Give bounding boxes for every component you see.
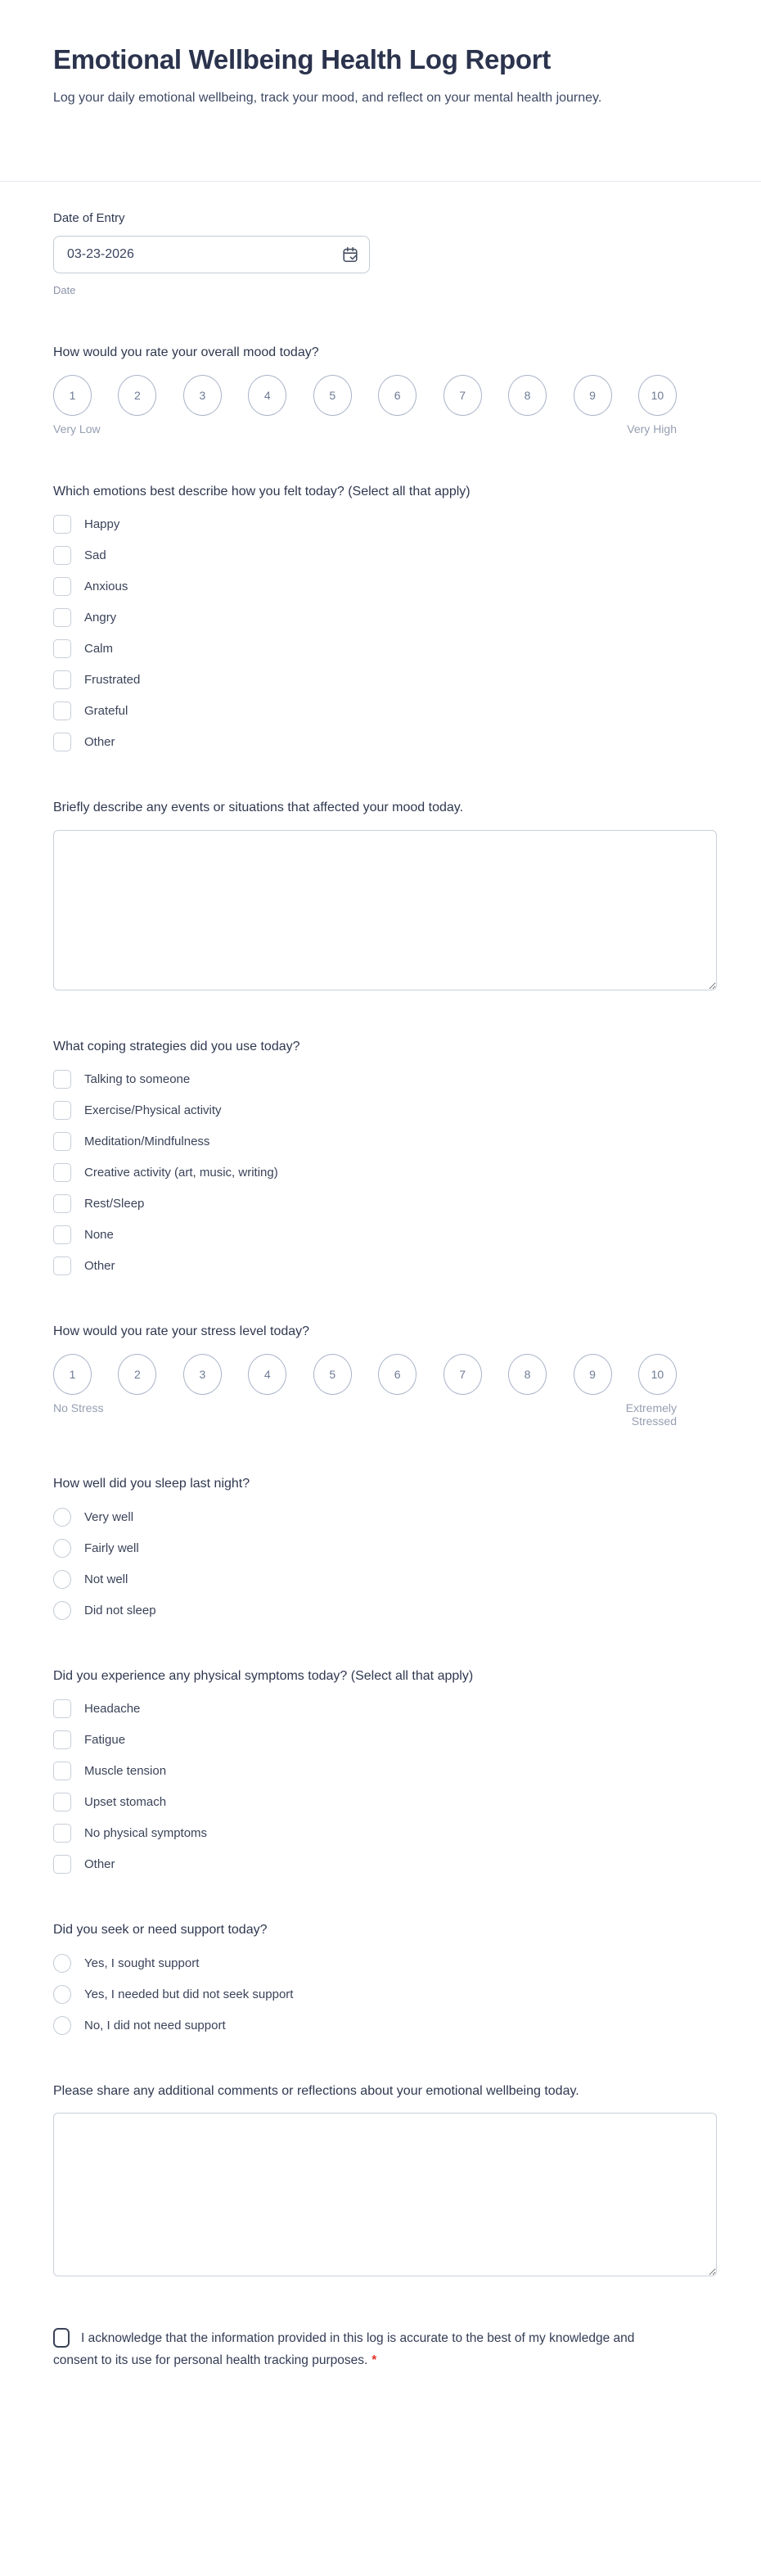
- symptom-option-muscle-tension[interactable]: [53, 1762, 708, 1780]
- option-label[interactable]: Other: [84, 735, 115, 750]
- emotion-option-sad[interactable]: [53, 546, 708, 565]
- sleep-options: [53, 1508, 708, 1620]
- mood-scale-option-10[interactable]: 10: [638, 375, 677, 416]
- stress-scale-option-5[interactable]: 5: [313, 1354, 352, 1395]
- option-label[interactable]: Rest/Sleep: [84, 1197, 145, 1211]
- option-label[interactable]: Creative activity (art, music, writing): [84, 1166, 278, 1180]
- mood-scale-option-9[interactable]: 9: [574, 375, 612, 416]
- radio-button[interactable]: [53, 1570, 71, 1589]
- option-label[interactable]: Meditation/Mindfulness: [84, 1135, 210, 1149]
- stress-max-label: Extremely Stressed: [625, 1401, 677, 1428]
- option-label[interactable]: Yes, I needed but did not seek support: [84, 1987, 294, 2001]
- mood-scale-option-8[interactable]: 8: [508, 375, 547, 416]
- option-label[interactable]: Yes, I sought support: [84, 1956, 200, 1970]
- option-label[interactable]: Muscle tension: [84, 1764, 167, 1779]
- symptom-option-headache[interactable]: [53, 1699, 708, 1718]
- stress-question: How would you rate your stress level today?: [53, 1324, 310, 1339]
- option-label[interactable]: Headache: [84, 1702, 141, 1717]
- field-consent: [53, 2327, 646, 2371]
- option-label[interactable]: Talking to someone: [84, 1072, 191, 1087]
- sleep-option-fairly-well[interactable]: [53, 1539, 708, 1558]
- stress-scale-option-2[interactable]: 2: [118, 1354, 156, 1395]
- field-mood-events: [53, 799, 708, 990]
- stress-scale-option-3[interactable]: 3: [183, 1354, 222, 1395]
- stress-scale-option-7[interactable]: 7: [444, 1354, 482, 1395]
- checkbox[interactable]: [53, 1132, 71, 1151]
- option-label[interactable]: Sad: [84, 548, 106, 563]
- coping-option-talking[interactable]: [53, 1070, 708, 1089]
- option-label[interactable]: None: [84, 1228, 114, 1243]
- coping-option-other[interactable]: [53, 1256, 708, 1275]
- page-subtitle: Log your daily emotional wellbeing, track your mood, and reflect on your mental health journey.: [53, 91, 602, 106]
- symptoms-options: [53, 1699, 708, 1874]
- mood-events-question: Briefly describe any events or situations that affected your mood today.: [53, 801, 464, 815]
- mood-scale-option-1[interactable]: 1: [53, 375, 92, 416]
- support-option-not-needed[interactable]: [53, 2016, 708, 2035]
- mood-scale-option-2[interactable]: 2: [118, 375, 156, 416]
- mood-scale-option-5[interactable]: 5: [313, 375, 352, 416]
- mood-scale-option-4[interactable]: 4: [248, 375, 286, 416]
- option-label[interactable]: Not well: [84, 1572, 128, 1586]
- emotion-option-other[interactable]: [53, 733, 708, 751]
- emotions-options: [53, 515, 708, 751]
- option-label[interactable]: Angry: [84, 611, 117, 625]
- page-title: Emotional Wellbeing Health Log Report: [53, 44, 551, 74]
- emotion-option-angry[interactable]: [53, 608, 708, 627]
- stress-scale-labels: [53, 1401, 677, 1428]
- support-question: Did you seek or need support today?: [53, 1923, 268, 1938]
- comments-question: Please share any additional comments or reflections about your emotional wellbeing today.: [53, 2083, 579, 2098]
- coping-option-none[interactable]: [53, 1225, 708, 1244]
- support-option-sought[interactable]: [53, 1954, 708, 1973]
- checkbox[interactable]: [53, 1163, 71, 1182]
- emotion-option-grateful[interactable]: [53, 702, 708, 720]
- mood-scale-row: [53, 375, 677, 416]
- option-label[interactable]: Frustrated: [84, 673, 141, 688]
- option-label[interactable]: Grateful: [84, 704, 128, 719]
- coping-option-creative[interactable]: [53, 1163, 708, 1182]
- stress-scale-option-1[interactable]: 1: [53, 1354, 92, 1395]
- stress-scale-option-8[interactable]: 8: [508, 1354, 547, 1395]
- checkbox[interactable]: [53, 608, 71, 627]
- sleep-question: How well did you sleep last night?: [53, 1477, 250, 1491]
- field-mood-scale: [53, 344, 708, 435]
- option-label[interactable]: No physical symptoms: [84, 1826, 208, 1841]
- calendar-check-icon[interactable]: [341, 246, 359, 264]
- option-label[interactable]: Other: [84, 1857, 115, 1872]
- field-physical-symptoms: [53, 1667, 708, 1874]
- checkbox[interactable]: [53, 1225, 71, 1244]
- option-label[interactable]: Other: [84, 1259, 115, 1274]
- date-input-wrap: [53, 236, 370, 273]
- emotions-question: Which emotions best describe how you felt today? (Select all that apply): [53, 484, 471, 499]
- required-asterisk: *: [371, 2353, 377, 2368]
- radio-button[interactable]: [53, 1539, 71, 1558]
- field-support: [53, 1921, 708, 2035]
- radio-button[interactable]: [53, 1954, 71, 1973]
- option-label[interactable]: Fairly well: [84, 1541, 139, 1555]
- coping-question: What coping strategies did you use today?: [53, 1039, 300, 1053]
- field-sleep-quality: [53, 1475, 708, 1620]
- radio-button[interactable]: [53, 2016, 71, 2035]
- option-label[interactable]: Exercise/Physical activity: [84, 1103, 222, 1118]
- field-additional-comments: [53, 2082, 708, 2277]
- field-emotions: [53, 483, 708, 752]
- radio-button[interactable]: [53, 1985, 71, 2004]
- coping-option-exercise[interactable]: [53, 1101, 708, 1120]
- stress-scale-row: [53, 1354, 677, 1395]
- form-body: [0, 182, 761, 2371]
- emotion-option-anxious[interactable]: [53, 577, 708, 596]
- sleep-option-not-well[interactable]: [53, 1570, 708, 1589]
- symptom-option-upset-stomach[interactable]: [53, 1793, 708, 1811]
- checkbox[interactable]: [53, 546, 71, 565]
- mood-min-label: Very Low: [53, 422, 101, 435]
- option-label[interactable]: Happy: [84, 517, 120, 532]
- checkbox[interactable]: [53, 1762, 71, 1780]
- sleep-option-very-well[interactable]: [53, 1508, 708, 1527]
- mood-question: How would you rate your overall mood today?: [53, 345, 319, 360]
- checkbox[interactable]: [53, 702, 71, 720]
- coping-options: [53, 1070, 708, 1275]
- mood-max-label: Very High: [627, 422, 677, 435]
- emotion-option-calm[interactable]: [53, 639, 708, 658]
- mood-scale-option-3[interactable]: 3: [183, 375, 222, 416]
- checkbox[interactable]: [53, 1070, 71, 1089]
- date-field-label: Date of Entry: [53, 211, 125, 226]
- symptom-option-fatigue[interactable]: [53, 1730, 708, 1749]
- symptoms-question: Did you experience any physical symptoms today? (Select all that apply): [53, 1668, 474, 1683]
- emotion-option-frustrated[interactable]: [53, 670, 708, 689]
- stress-scale-option-6[interactable]: 6: [378, 1354, 417, 1395]
- checkbox[interactable]: [53, 1101, 71, 1120]
- option-label[interactable]: Very well: [84, 1509, 134, 1524]
- symptom-option-none[interactable]: [53, 1824, 708, 1843]
- support-option-needed-not-sought[interactable]: [53, 1985, 708, 2004]
- option-label[interactable]: Anxious: [84, 580, 128, 594]
- mood-scale-option-7[interactable]: 7: [444, 375, 482, 416]
- mood-scale-option-6[interactable]: 6: [378, 375, 417, 416]
- option-label[interactable]: Fatigue: [84, 1733, 126, 1748]
- consent-row: [53, 2327, 646, 2371]
- date-input[interactable]: [53, 236, 370, 273]
- field-stress-scale: [53, 1323, 708, 1428]
- checkbox[interactable]: [53, 1699, 71, 1718]
- option-label[interactable]: No, I did not need support: [84, 2018, 226, 2032]
- checkbox[interactable]: [53, 733, 71, 751]
- checkbox[interactable]: [53, 1256, 71, 1275]
- checkbox[interactable]: [53, 1730, 71, 1749]
- stress-scale-option-10[interactable]: 10: [638, 1354, 677, 1395]
- checkbox[interactable]: [53, 670, 71, 689]
- option-label[interactable]: Calm: [84, 642, 114, 656]
- date-sublabel: Date: [53, 284, 76, 297]
- radio-button[interactable]: [53, 1601, 71, 1620]
- option-label[interactable]: Upset stomach: [84, 1795, 167, 1810]
- comments-textarea[interactable]: [53, 2113, 717, 2276]
- coping-option-meditation[interactable]: [53, 1132, 708, 1151]
- emotion-option-happy[interactable]: [53, 515, 708, 534]
- coping-option-rest[interactable]: [53, 1194, 708, 1213]
- sleep-option-did-not-sleep[interactable]: [53, 1601, 708, 1620]
- checkbox[interactable]: [53, 1855, 71, 1874]
- support-options: [53, 1954, 708, 2035]
- checkbox[interactable]: [53, 639, 71, 658]
- checkbox[interactable]: [53, 1793, 71, 1811]
- consent-label[interactable]: I acknowledge that the information provided in this log is accurate to the best of my knowledge and consent to its use for personal health tracking purposes.: [53, 2331, 635, 2368]
- stress-min-label: No Stress: [53, 1401, 104, 1415]
- checkbox[interactable]: [53, 515, 71, 534]
- checkbox[interactable]: [53, 577, 71, 596]
- mood-scale-labels: [53, 422, 677, 435]
- mood-events-textarea[interactable]: [53, 830, 717, 990]
- radio-button[interactable]: [53, 1508, 71, 1527]
- checkbox[interactable]: [53, 1194, 71, 1213]
- checkbox[interactable]: [53, 1824, 71, 1843]
- option-label[interactable]: Did not sleep: [84, 1603, 156, 1617]
- stress-scale-option-9[interactable]: 9: [574, 1354, 612, 1395]
- field-date-of-entry: [53, 211, 708, 296]
- field-coping-strategies: [53, 1038, 708, 1276]
- stress-scale-option-4[interactable]: 4: [248, 1354, 286, 1395]
- symptom-option-other[interactable]: [53, 1855, 708, 1874]
- consent-checkbox[interactable]: [53, 2328, 70, 2348]
- form-header: [0, 0, 761, 109]
